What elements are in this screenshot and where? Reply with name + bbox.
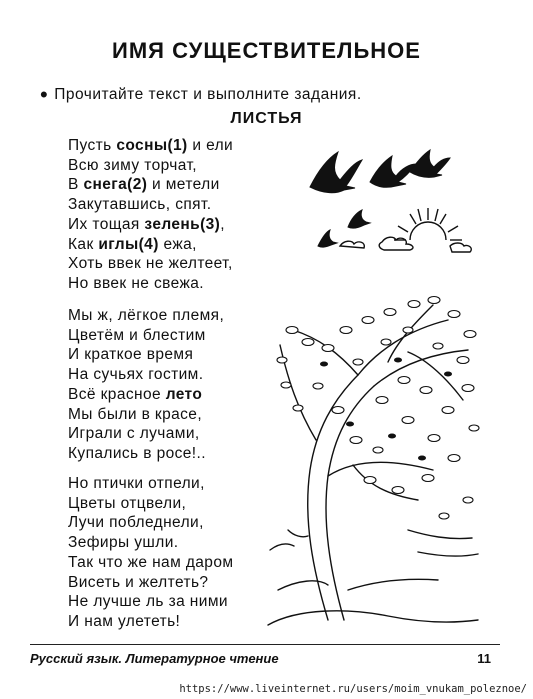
poem-line-text: Играли с лучами, <box>68 425 200 443</box>
poem-line-text: Всё красное <box>68 385 166 403</box>
highlighted-word: лето <box>165 385 203 403</box>
poem-line <box>68 612 233 632</box>
poem-line-text: На сучьях гостим. <box>68 366 204 384</box>
poem-line <box>68 405 224 425</box>
poem-line-text: В <box>68 176 84 194</box>
poem-line-text: ежа, <box>158 235 197 253</box>
poem-line <box>68 326 224 346</box>
poem-line <box>68 274 233 294</box>
poem-title: ЛИСТЬЯ <box>230 110 303 127</box>
poem-line <box>68 254 233 274</box>
poem-stanza-1 <box>68 136 233 294</box>
page-title: ИМЯ СУЩЕСТВИТЕЛЬНОЕ <box>112 38 421 63</box>
poem-line-text: Но ввек не свежа. <box>68 274 204 292</box>
highlighted-word: снега(2) <box>83 176 148 194</box>
poem-line-text: Висеть и желтеть? <box>68 573 209 591</box>
poem-line-text: Их тощая <box>68 215 145 233</box>
poem-line <box>68 306 224 326</box>
poem-stanza-3 <box>68 474 233 632</box>
highlighted-word: иглы(4) <box>98 235 159 253</box>
poem-line <box>68 513 233 533</box>
poem-line-text: и ели <box>187 137 234 154</box>
highlighted-word: зелень(3) <box>144 215 221 233</box>
poem-line <box>68 345 224 365</box>
poem-line <box>68 424 224 444</box>
poem-line <box>68 195 233 215</box>
poem-line <box>68 215 233 235</box>
footer-subject: Русский язык. Литературное чтение <box>30 651 279 666</box>
poem-line <box>68 533 233 553</box>
poem-line-text: Цветём и блестим <box>68 326 206 344</box>
poem-line-text: И нам улететь! <box>68 612 181 630</box>
poem-line-text: Не лучше ль за ними <box>68 593 228 611</box>
instruction-text: Прочитайте текст и выполните задания. <box>54 86 362 103</box>
poem-line <box>68 175 233 195</box>
poem-line-text: Мы были в красе, <box>68 405 203 423</box>
windblown-tree-illustration <box>258 290 488 635</box>
poem-line <box>68 553 233 573</box>
poem-line <box>68 385 224 405</box>
poem-line-text: Всю зиму торчат, <box>68 156 197 174</box>
poem-line <box>68 136 233 156</box>
poem-stanza-2 <box>68 306 224 464</box>
poem-line <box>68 494 233 514</box>
poem-line-text: и метели <box>147 176 220 194</box>
poem-line-text: Закутавшись, спят. <box>68 196 212 214</box>
poem-line-text: И краткое время <box>68 346 194 364</box>
poem-line-text: , <box>220 215 225 233</box>
poem-line-text: Но птички отпели, <box>68 475 205 492</box>
poem-line <box>68 444 224 464</box>
poem-line-text: Пусть <box>68 137 117 154</box>
footer-divider <box>30 644 500 645</box>
poem-line-text: Цветы отцвели, <box>68 494 187 512</box>
poem-line <box>68 474 233 494</box>
page-number: 11 <box>477 651 491 666</box>
poem-line-text: Как <box>68 235 99 253</box>
poem-line <box>68 235 233 255</box>
source-watermark: https://www.liveinternet.ru/users/moim_vnukam_poleznoe/ <box>179 683 527 695</box>
instruction <box>40 82 362 107</box>
poem-line-text: Купались в росе!.. <box>68 444 206 462</box>
poem-line <box>68 592 233 612</box>
poem-line-text: Лучи побледнели, <box>68 514 204 532</box>
highlighted-word: сосны(1) <box>116 137 188 154</box>
poem-line-text: Зефиры ушли. <box>68 534 179 552</box>
poem-line-text: Мы ж, лёгкое племя, <box>68 307 225 324</box>
flying-birds-and-sun-illustration <box>300 142 480 267</box>
poem-line-text: Так что же нам даром <box>68 553 234 571</box>
poem-line <box>68 156 233 176</box>
poem-line <box>68 573 233 593</box>
poem-line-text: Хоть ввек не желтеет, <box>68 255 233 273</box>
poem-line <box>68 365 224 385</box>
bullet-icon: • <box>40 82 49 107</box>
